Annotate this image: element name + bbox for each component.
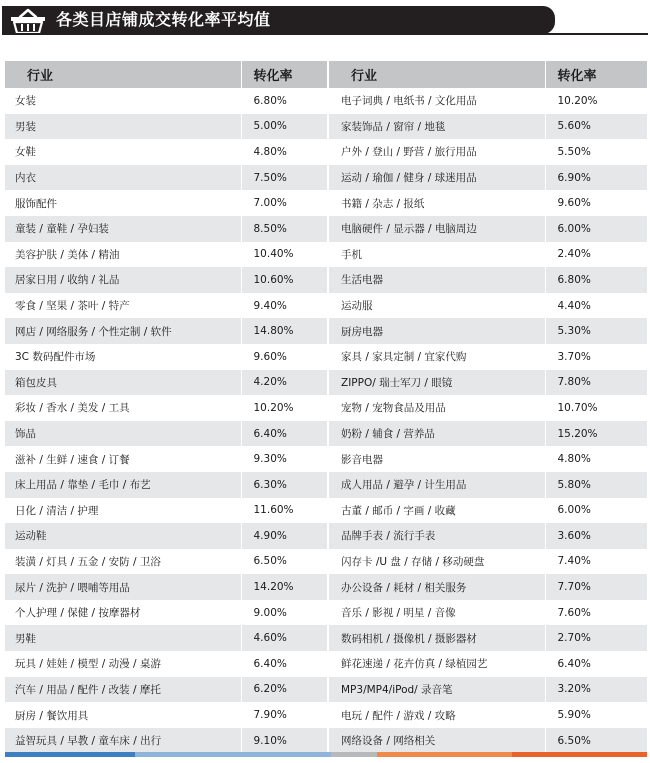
table-row (5, 651, 647, 677)
footer-segment-blue (5, 752, 135, 757)
industry-cell-left: 3C 数码配件市场 (5, 344, 241, 370)
table-row (5, 472, 647, 498)
industry-cell-right: ZIPPO/ 瑞士军刀 / 眼镜 (328, 370, 545, 396)
rate-cell-right: 6.80% (545, 267, 647, 293)
rate-cell-left: 5.00% (241, 114, 328, 140)
rate-cell-right: 3.60% (545, 523, 647, 549)
industry-cell-left: 滋补 / 生鲜 / 速食 / 订餐 (5, 446, 241, 472)
rate-cell-left: 10.20% (241, 395, 328, 421)
industry-cell-left: 居家日用 / 收纳 / 礼品 (5, 267, 241, 293)
rate-cell-left: 4.80% (241, 139, 328, 165)
industry-cell-right: 手机 (328, 242, 545, 268)
rate-cell-right: 4.40% (545, 293, 647, 319)
industry-cell-left: 内衣 (5, 165, 241, 191)
table-row (5, 370, 647, 396)
footer-segment-lightblue (135, 752, 331, 757)
industry-cell-left: 玩具 / 娃娃 / 模型 / 动漫 / 桌游 (5, 651, 241, 677)
table-body (5, 88, 647, 753)
table-row (5, 498, 647, 524)
industry-cell-left: 饰品 (5, 421, 241, 447)
basket-icon (8, 7, 48, 35)
rate-cell-left: 10.40% (241, 242, 328, 268)
industry-cell-right: 运动服 (328, 293, 545, 319)
rate-cell-right: 10.20% (545, 88, 647, 114)
rate-cell-right: 5.80% (545, 472, 647, 498)
rate-cell-left: 9.40% (241, 293, 328, 319)
industry-cell-left: 个人护理 / 保健 / 按摩器材 (5, 600, 241, 626)
rate-cell-right: 5.90% (545, 702, 647, 728)
rate-cell-left: 9.60% (241, 344, 328, 370)
industry-cell-right: 厨房电器 (328, 318, 545, 344)
rate-cell-left: 10.60% (241, 267, 328, 293)
industry-cell-right: 影音电器 (328, 446, 545, 472)
industry-cell-left: 汽车 / 用品 / 配件 / 改装 / 摩托 (5, 677, 241, 703)
header-rate-right: 转化率 (545, 61, 647, 88)
table-row (5, 344, 647, 370)
rate-cell-left: 7.90% (241, 702, 328, 728)
rate-cell-right: 6.40% (545, 651, 647, 677)
rate-cell-left: 6.50% (241, 549, 328, 575)
industry-cell-right: 运动 / 瑜伽 / 健身 / 球迷用品 (328, 165, 545, 191)
industry-cell-right: 闪存卡 /U 盘 / 存储 / 移动硬盘 (328, 549, 545, 575)
footer-segment-darkorange (512, 752, 647, 757)
industry-cell-right: 户外 / 登山 / 野营 / 旅行用品 (328, 139, 545, 165)
industry-cell-right: 生活电器 (328, 267, 545, 293)
industry-cell-right: 网络设备 / 网络相关 (328, 728, 545, 754)
industry-cell-left: 厨房 / 餐饮用具 (5, 702, 241, 728)
rate-cell-right: 6.00% (545, 216, 647, 242)
rate-cell-right: 7.60% (545, 600, 647, 626)
footer-segment-orange (377, 752, 512, 757)
header-industry-right: 行业 (328, 61, 545, 88)
table-row (5, 728, 647, 754)
industry-cell-left: 女装 (5, 88, 241, 114)
rate-cell-right: 7.80% (545, 370, 647, 396)
industry-cell-right: 电玩 / 配件 / 游戏 / 攻略 (328, 702, 545, 728)
rate-cell-left: 6.40% (241, 651, 328, 677)
rate-cell-right: 6.90% (545, 165, 647, 191)
industry-cell-left: 床上用品 / 靠垫 / 毛巾 / 布艺 (5, 472, 241, 498)
conversion-rate-table (5, 61, 647, 753)
industry-cell-right: 音乐 / 影视 / 明星 / 音像 (328, 600, 545, 626)
table-row (5, 242, 647, 268)
table-row (5, 395, 647, 421)
rate-cell-left: 6.40% (241, 421, 328, 447)
table-row (5, 600, 647, 626)
rate-cell-left: 7.00% (241, 190, 328, 216)
industry-cell-left: 彩妆 / 香水 / 美发 / 工具 (5, 395, 241, 421)
industry-cell-left: 零食 / 坚果 / 茶叶 / 特产 (5, 293, 241, 319)
industry-cell-right: 电脑硬件 / 显示器 / 电脑周边 (328, 216, 545, 242)
rate-cell-left: 4.60% (241, 625, 328, 651)
rate-cell-right: 6.50% (545, 728, 647, 754)
rate-cell-right: 9.60% (545, 190, 647, 216)
table-row (5, 523, 647, 549)
rate-cell-right: 4.80% (545, 446, 647, 472)
rate-cell-left: 4.90% (241, 523, 328, 549)
header-industry-left: 行业 (5, 61, 241, 88)
table-row (5, 549, 647, 575)
rate-cell-right: 2.40% (545, 242, 647, 268)
industry-cell-right: 奶粉 / 辅食 / 营养品 (328, 421, 545, 447)
table-row (5, 165, 647, 191)
rate-cell-right: 5.60% (545, 114, 647, 140)
rate-cell-right: 3.20% (545, 677, 647, 703)
title-bar (2, 6, 555, 34)
rate-cell-right: 6.00% (545, 498, 647, 524)
industry-cell-right: 数码相机 / 摄像机 / 摄影器材 (328, 625, 545, 651)
table-row (5, 190, 647, 216)
industry-cell-right: 品牌手表 / 流行手表 (328, 523, 545, 549)
industry-cell-right: 成人用品 / 避孕 / 计生用品 (328, 472, 545, 498)
rate-cell-right: 7.40% (545, 549, 647, 575)
rate-cell-right: 2.70% (545, 625, 647, 651)
rate-cell-left: 7.50% (241, 165, 328, 191)
table-row (5, 625, 647, 651)
rate-cell-left: 9.30% (241, 446, 328, 472)
footer-segment-gray (331, 752, 377, 757)
table-row (5, 114, 647, 140)
industry-cell-right: 古董 / 邮币 / 字画 / 收藏 (328, 498, 545, 524)
table-row (5, 421, 647, 447)
industry-cell-left: 运动鞋 (5, 523, 241, 549)
industry-cell-right: 办公设备 / 耗材 / 相关服务 (328, 574, 545, 600)
rate-cell-right: 3.70% (545, 344, 647, 370)
industry-cell-left: 男鞋 (5, 625, 241, 651)
table-row (5, 216, 647, 242)
table-row (5, 88, 647, 114)
table-row (5, 702, 647, 728)
industry-cell-right: 家具 / 家具定制 / 宜家代购 (328, 344, 545, 370)
industry-cell-left: 服饰配件 (5, 190, 241, 216)
rate-cell-left: 9.00% (241, 600, 328, 626)
table-row (5, 446, 647, 472)
rate-cell-right: 15.20% (545, 421, 647, 447)
footer-color-bar (5, 752, 647, 757)
industry-cell-left: 女鞋 (5, 139, 241, 165)
industry-cell-right: MP3/MP4/iPod/ 录音笔 (328, 677, 545, 703)
rate-cell-left: 11.60% (241, 498, 328, 524)
industry-cell-right: 鲜花速递 / 花卉仿真 / 绿植园艺 (328, 651, 545, 677)
table-header-row (5, 61, 647, 88)
rate-cell-left: 4.20% (241, 370, 328, 396)
table-row (5, 677, 647, 703)
industry-cell-left: 童装 / 童鞋 / 孕妇装 (5, 216, 241, 242)
rate-cell-right: 7.70% (545, 574, 647, 600)
table-row (5, 574, 647, 600)
industry-cell-left: 装潢 / 灯具 / 五金 / 安防 / 卫浴 (5, 549, 241, 575)
industry-cell-left: 网店 / 网络服务 / 个性定制 / 软件 (5, 318, 241, 344)
rate-cell-left: 6.80% (241, 88, 328, 114)
table-row (5, 293, 647, 319)
page-title: 各类目店铺成交转化率平均值 (56, 10, 271, 29)
industry-cell-right: 宠物 / 宠物食品及用品 (328, 395, 545, 421)
industry-cell-right: 书籍 / 杂志 / 报纸 (328, 190, 545, 216)
industry-cell-right: 家装饰品 / 窗帘 / 地毯 (328, 114, 545, 140)
rate-cell-left: 6.30% (241, 472, 328, 498)
table-row (5, 318, 647, 344)
industry-cell-left: 尿片 / 洗护 / 喂哺等用品 (5, 574, 241, 600)
industry-cell-right: 电子词典 / 电纸书 / 文化用品 (328, 88, 545, 114)
rate-cell-left: 9.10% (241, 728, 328, 754)
industry-cell-left: 箱包皮具 (5, 370, 241, 396)
rate-cell-left: 6.20% (241, 677, 328, 703)
industry-cell-left: 男装 (5, 114, 241, 140)
table-row (5, 267, 647, 293)
industry-cell-left: 益智玩具 / 早教 / 童车床 / 出行 (5, 728, 241, 754)
rate-cell-right: 10.70% (545, 395, 647, 421)
header-rate-left: 转化率 (241, 61, 328, 88)
industry-cell-left: 美容护肤 / 美体 / 精油 (5, 242, 241, 268)
rate-cell-right: 5.30% (545, 318, 647, 344)
table-row (5, 139, 647, 165)
rate-cell-left: 14.80% (241, 318, 328, 344)
rate-cell-left: 8.50% (241, 216, 328, 242)
rate-cell-right: 5.50% (545, 139, 647, 165)
industry-cell-left: 日化 / 清洁 / 护理 (5, 498, 241, 524)
rate-cell-left: 14.20% (241, 574, 328, 600)
